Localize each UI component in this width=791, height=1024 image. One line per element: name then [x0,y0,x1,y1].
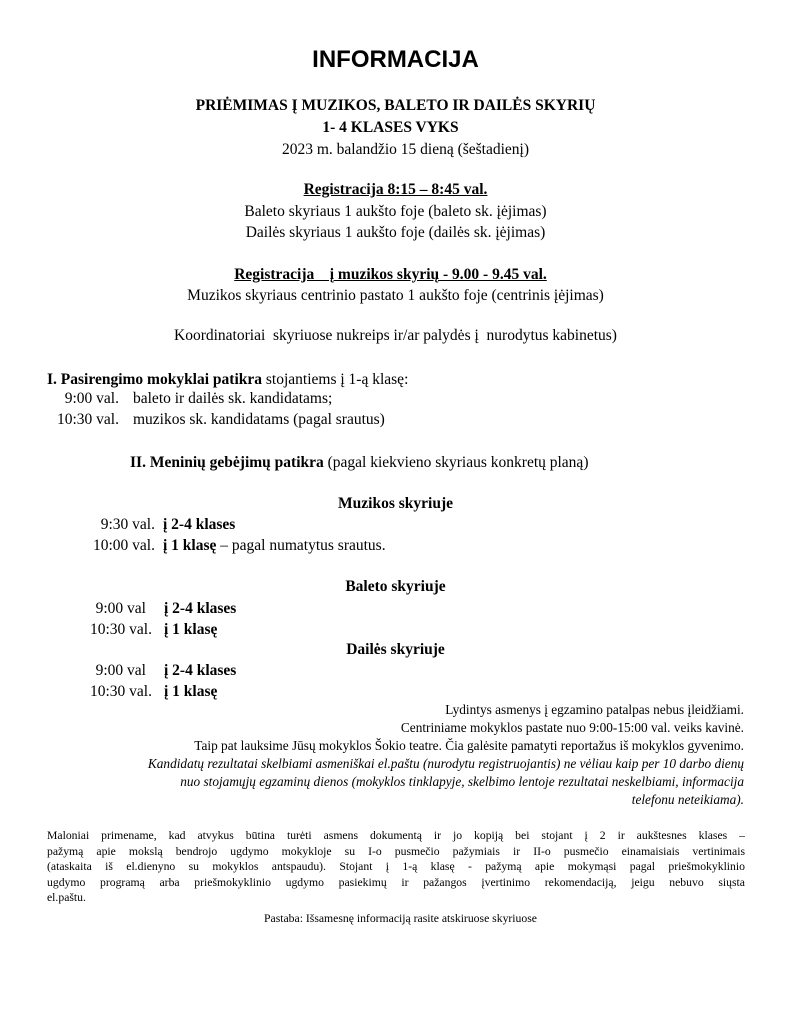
note-italic-1: Kandidatų rezultatai skelbiami asmeniškai el.paštu (nurodytu registruojantis) ne vėliau kaip per 10 darbo dienų [147,756,744,771]
registration-1-line-2: Dailės skyriaus 1 aukšto foje (dailės sk. įėjimas) [245,224,546,241]
header-line-1: PRIĖMIMAS Į MUZIKOS, BALETO IR DAILĖS SKYRIŲ [195,97,596,114]
registration-1-line-1: Baleto skyriaus 1 aukšto foje (baleto sk. įėjimas) [244,203,547,220]
registration-1-heading: Registracija 8:15 – 8:45 val. [303,181,488,198]
note-line-2: Centriniame mokyklos pastate nuo 9:00-15:00 val. veiks kavinė. [400,720,744,735]
music-row: 10:00 val. į 1 klasę – pagal numatytus srautus. [93,537,386,554]
ballet-row: 10:30 val. į 1 klasę [90,621,218,638]
header-line-3: 2023 m. balandžio 15 dieną (šeštadienį) [281,141,530,158]
registration-2-line-1: Muzikos skyriaus centrinio pastato 1 aukšto foje (centrinis įėjimas) [187,287,604,304]
registration-2-heading: Registracija į muzikos skyrių - 9.00 - 9.45 val. [234,266,547,283]
reminder-paragraph: Maloniai primename, kad atvykus būtina turėti asmens dokumentą ir jo kopiją bei stojant į 2 ir aukštesnes klases – pažymą apie mokslą bendrojo ugdymo mokykloje su I-o pusmečio pažymiais ir II-o pusmečio einamaisiais vertinimais (ataskaita iš el.dienyno su mokyklos antspaudu). Stojant į 1-ą klasę - pažymą apie mokymąsi pagal priešmokyklinio ugdymo programą arba priešmokyklinio ugdymo pasiekimų ir pažangos įvertinimo rekomendaciją, jeigu nebuvo siųsta el.paštu. [47,829,745,904]
header-line-2: 1- 4 KLASES VYKS [322,119,459,136]
note-italic-3: telefonu neteikiama). [631,792,744,807]
note-italic-2: nuo stojamųjų egzaminų dienos (mokyklos tinklapyje, skelbimo lentoje rezultatai neskelbiami, informacija [180,774,744,789]
ballet-row: 9:00 val į 2-4 klases [95,600,237,617]
art-heading: Dailės skyriuje [346,641,445,658]
section-1-heading: I. Pasirengimo mokyklai patikra stojantiems į 1-ą klasę: [47,371,409,388]
note-line-3: Taip pat lauksime Jūsų mokyklos Šokio teatre. Čia galėsite pamatyti reportažus iš mokyklos gyvenimo. [194,738,744,753]
footnote: Pastaba: Išsamesnę informaciją rasite atskiruose skyriuose [264,912,537,925]
section-1-row: 9:00 val. baleto ir dailės sk. kandidatams; [64,390,333,407]
section-2-heading: II. Meninių gebėjimų patikra (pagal kiekvieno skyriaus konkretų planą) [130,454,589,471]
page-title: INFORMACIJA [312,46,479,73]
ballet-heading: Baleto skyriuje [345,578,446,595]
art-row: 10:30 val. į 1 klasę [90,683,218,700]
section-1-row: 10:30 val. muzikos sk. kandidatams (pagal srautus) [57,411,385,428]
music-row: 9:30 val. į 2-4 klases [100,516,236,533]
art-row: 9:00 val į 2-4 klases [95,662,237,679]
music-heading: Muzikos skyriuje [338,495,453,512]
note-line-1: Lydintys asmenys į egzamino patalpas nebus įleidžiami. [445,702,744,717]
coordinators-note: Koordinatoriai skyriuose nukreips ir/ar palydės į nurodytus kabinetus) [174,327,617,344]
